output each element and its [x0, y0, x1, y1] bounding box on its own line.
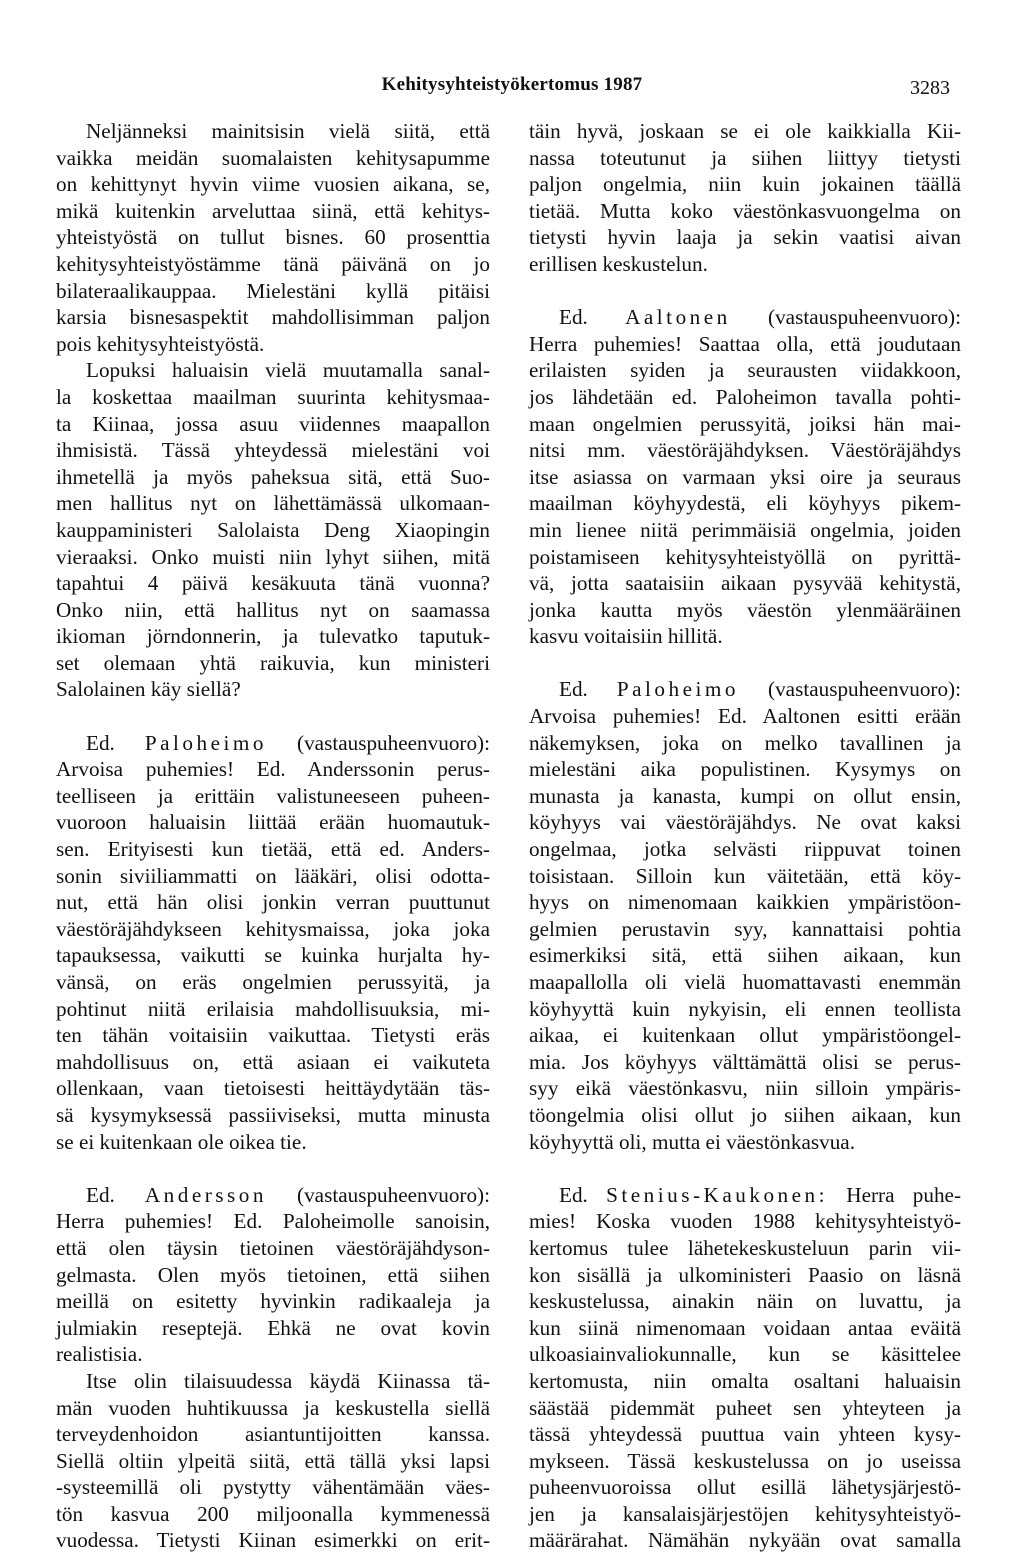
text-line: että olen täysin tietoinen väestöräjähdyson-	[56, 1235, 490, 1260]
speaker-role: (vastauspuheenvuoro):	[297, 1182, 490, 1207]
text-line: poistamiseen kehitysyhteistyöllä on pyrittä-	[529, 544, 961, 569]
text-line: realistisia.	[56, 1342, 143, 1367]
text-line: nut, että hän olisi jonkin verran puuttunut	[56, 890, 490, 915]
text-line: jen ja kansalaisjärjestöjen kehitysyhteistyö-	[529, 1501, 961, 1526]
text-line: vuodessa. Tietysti Kiinan esimerkki on erit-	[56, 1528, 490, 1553]
text-line: gelmasta. Olen myös tietoinen, että siihen	[56, 1262, 490, 1287]
text-line: keskustelussa, ainakin näin on luvattu, ja	[529, 1289, 961, 1314]
text-line: mielestäni aika populistinen. Kysymys on	[529, 757, 961, 782]
speech-aaltonen	[529, 304, 961, 650]
text-line: erillisen keskustelun.	[529, 251, 708, 276]
text-line: ihmisistä. Tässä yhteydessä mielestäni voi	[56, 438, 490, 463]
text-line: ulkoasiainvaliokunnalle, kun se käsittelee	[529, 1342, 961, 1367]
left-column	[56, 118, 490, 1554]
text-line: tietysti hyvin laaja ja sekin vaatisi aivan	[529, 225, 961, 250]
text-line: Itse olin tilaisuudessa käydä Kiinassa tä-	[86, 1368, 490, 1393]
text-line: jonka kautta myös väestön ylenmääräinen	[529, 597, 961, 622]
speaker-name: Aaltonen	[625, 305, 731, 330]
text-line: la koskettaa maailman suurinta kehitysmaa-	[56, 384, 490, 409]
text-line: -systeemillä oli pystytty vähentämään väes-	[56, 1475, 490, 1500]
text-line: paljon ongelmia, niin kuin jokainen täällä	[529, 172, 961, 197]
text-line: erilaisten syiden ja seurausten viidakkoon,	[529, 358, 961, 383]
spacer	[529, 278, 961, 305]
text-line: syy eikä väestönkasvu, niin silloin ympäris-	[529, 1076, 961, 1101]
speech-andersson	[56, 1182, 490, 1554]
text-line: ihmetellä ja myös paheksua sitä, että Suo-	[56, 464, 490, 489]
text-line: itse asiassa on varmaan yksi oire ja seuraus	[529, 464, 961, 489]
text-line: tön kasvua 200 miljoonalla kymmenessä	[56, 1501, 490, 1526]
right-column	[529, 118, 961, 1554]
text-line: vä, jotta saataisiin aikaan pysyvää kehitystä,	[529, 571, 961, 596]
text-line: määrärahat. Nämähän nykyään ovat samalla	[529, 1528, 961, 1553]
text-line: karsia bisnesaspektit mahdollisimman paljon	[56, 305, 490, 330]
text-line: Siellä oltiin ylpeitä siitä, että tällä yksi lapsi	[56, 1448, 490, 1473]
text-line: hyys on nimenomaan kaikkien ympäristöon-	[529, 890, 961, 915]
speaker-name: Andersson	[144, 1182, 267, 1207]
text-line: mykseen. Tässä keskustelussa on jo useissa	[529, 1448, 961, 1473]
text-line: Neljänneksi mainitsisin vielä siitä, että	[86, 119, 490, 143]
text-line: köyhyys vai väestöräjähdys. Ne ovat kaksi	[529, 810, 961, 835]
text-line: maailman köyhyydestä, eli köyhyys pikem-	[529, 491, 961, 516]
text-line: on kehittynyt hyvin viime vuosien aikana, se,	[56, 172, 490, 197]
text-line: vuoroon haluaisin liittää erään huomautuk-	[56, 810, 490, 835]
text-line: puheenvuoroissa ollut esillä lähetysjärjestö-	[529, 1475, 961, 1500]
speaker-line	[529, 676, 961, 703]
text-line: Arvoisa puhemies! Ed. Anderssonin perus-	[56, 757, 490, 782]
text-line: köyhyyttä oli, mutta ei väestönkasvua.	[529, 1129, 855, 1154]
text-line: kehitysyhteistyöstämme tänä päivänä on jo	[56, 251, 490, 276]
text-line: kun siinä nimenomaan voidaan antaa eväitä	[529, 1315, 961, 1340]
speaker-line	[56, 1182, 490, 1209]
text-line: aikaa, ei kuitenkaan ollut ympäristöongel-	[529, 1023, 961, 1048]
text-line: kasvu voitaisiin hillitä.	[529, 624, 723, 649]
paragraph	[56, 118, 490, 357]
text-line: köyhyyttä kuin nykyisin, eli ennen teollista	[529, 996, 961, 1021]
speaker-role: (vastauspuheenvuoro):	[297, 730, 490, 755]
text-line: munasta ja kanasta, kumpi on ollut ensin,	[529, 783, 961, 808]
text-line: tässä yhteydessä puuttua vain yhteen kysy-	[529, 1422, 961, 1447]
speaker-prefix: Ed.	[559, 305, 588, 330]
text-line: jos lähdetään ed. Paloheimon tavalla pohti-	[529, 384, 961, 409]
text-line: väestöräjähdykseen kehitysmaissa, joka joka	[56, 916, 490, 941]
speech-stenius-kaukonen	[529, 1182, 961, 1554]
text-line: terveydenhoidon asiantuntijoitten kanssa.	[56, 1422, 490, 1447]
text-line: yhteistyöstä on tullut bisnes. 60 prosenttia	[56, 225, 490, 250]
speech-paloheimo	[529, 676, 961, 1155]
text-line: täin hyvä, joskaan se ei ole kaikkialla Kii-	[529, 119, 961, 143]
text-line: maan ongelmien perussyitä, joiksi hän mai-	[529, 411, 961, 436]
text-line: sen. Erityisesti kun tietää, että ed. Anders-	[56, 837, 490, 862]
spacer	[56, 703, 490, 730]
text-line: säästää pidemmät puheet sen yhteyteen ja	[529, 1395, 961, 1420]
text-line: Herra puhemies! Saattaa olla, että joudutaan	[529, 331, 961, 356]
text-line: toisistaan. Silloin kun väitetään, että köy-	[529, 863, 961, 888]
text-line: ikioman jörndonnerin, ja tulevatko taputuk-	[56, 624, 490, 649]
text-line: nitsi mm. väestöräjähdyksen. Väestöräjähdys	[529, 438, 961, 463]
text-line: maapallolla oli vielä huomattavasti enemmän	[529, 970, 961, 994]
text-line: män vuoden huhtikuussa ja keskustella siellä	[56, 1395, 490, 1420]
speaker-name: Paloheimo	[616, 677, 739, 702]
speaker-prefix: Ed.	[86, 1182, 115, 1207]
text-line: teelliseen ja erittäin valistuneeseen puheen-	[56, 783, 490, 808]
text-line: men hallitus nyt on lähettämässä ulkomaan-	[56, 491, 490, 516]
text-line: töongelmia olisi ollut jo siihen aikaan, kun	[529, 1102, 961, 1127]
text-line: vaikka meidän suomalaisten kehitysapumme	[56, 145, 490, 170]
text-line: esimerkiksi sitä, että siihen aikaan, kun	[529, 943, 961, 968]
speaker-role: Herra puhe-	[846, 1182, 962, 1207]
text-line: vänsä, on eräs ongelmien perussyitä, ja	[56, 970, 490, 994]
text-line: pois kehitysyhteistyöstä.	[56, 331, 265, 356]
text-line: tapahtui 4 päivä kesäkuuta tänä vuonna?	[56, 571, 490, 596]
speaker-name: Stenius-Kaukonen:	[606, 1182, 829, 1207]
text-line: mahdollisuus on, että asiaan ei vaikuteta	[56, 1049, 490, 1074]
text-line: kauppaministeri Salolaista Deng Xiaopingin	[56, 517, 490, 542]
text-line: Onko niin, että hallitus nyt on saamassa	[56, 597, 490, 622]
text-line: julmiakin reseptejä. Ehkä ne ovat kovin	[56, 1315, 490, 1340]
paragraph	[529, 118, 961, 278]
text-line: ten tähän voitaisiin vaikuttaa. Tietysti eräs	[56, 1023, 490, 1048]
text-line: näkemyksen, joka on melko tavallinen ja	[529, 730, 961, 755]
speaker-role: (vastauspuheenvuoro):	[768, 305, 961, 330]
speech-paloheimo	[56, 730, 490, 1156]
text-line: gelmien perustavin syy, kannattaisi pohtia	[529, 916, 961, 941]
text-line: min lienee niitä perimmäisiä ongelmia, joiden	[529, 517, 961, 542]
text-line: ongelmaa, jotka selvästi riippuvat toinen	[529, 837, 961, 862]
text-line: mies! Koska vuoden 1988 kehitysyhteistyö-	[529, 1209, 961, 1234]
text-line: tapauksessa, vaikutti se kuinka hurjalta hy-	[56, 943, 490, 968]
spacer	[529, 1155, 961, 1182]
text-line: nassa toteutunut ja siihen liittyy tietysti	[529, 145, 961, 170]
speaker-prefix: Ed.	[559, 1182, 588, 1207]
text-line: Lopuksi haluaisin vielä muutamalla sanal-	[86, 358, 490, 383]
text-line: vieraaksi. Onko muisti niin lyhyt siihen, mitä	[56, 544, 490, 569]
spacer	[529, 650, 961, 677]
spacer	[56, 1155, 490, 1182]
page-number: 3283	[910, 77, 950, 99]
running-header-title: Kehitysyhteistyökertomus 1987	[381, 74, 643, 95]
text-line: pohtinut niitä erilaisia mahdollisuuksia, mi-	[56, 996, 490, 1021]
text-line: ta Kiinaa, jossa asuu viidennes maapallon	[56, 411, 490, 436]
text-line: se ei kuitenkaan ole oikea tie.	[56, 1129, 307, 1154]
text-line: sä kysymyksessä passiiviseksi, mutta minusta	[56, 1102, 490, 1127]
text-line: Arvoisa puhemies! Ed. Aaltonen esitti erään	[529, 704, 961, 729]
text-line: kertomus tulee lähetekeskusteluun parin vii-	[529, 1235, 961, 1260]
text-line: bilateraalikauppaa. Mielestäni kyllä pitäisi	[56, 278, 490, 303]
text-line: mikä kuitenkin arveluttaa siinä, että kehitys-	[56, 198, 490, 223]
speaker-line	[529, 304, 961, 331]
text-line: kon sisällä ja ulkoministeri Paasio on läsnä	[529, 1262, 961, 1287]
speaker-line	[56, 730, 490, 757]
speaker-role: (vastauspuheenvuoro):	[768, 677, 961, 702]
text-line: Herra puhemies! Ed. Paloheimolle sanoisin,	[56, 1209, 490, 1234]
text-line: Salolainen käy siellä?	[56, 677, 241, 702]
text-line: mia. Jos köyhyys välttämättä olisi se perus-	[529, 1049, 961, 1074]
speaker-prefix: Ed.	[559, 677, 588, 702]
text-line: sonin siviiliammatti on lääkäri, olisi odotta-	[56, 863, 490, 888]
speaker-name: Paloheimo	[144, 730, 267, 755]
paragraph	[56, 357, 490, 703]
text-line: kertomusta, niin omalta osaltani haluaisin	[529, 1368, 961, 1393]
text-line: set olemaan yhtä raikuvia, kun ministeri	[56, 650, 490, 675]
text-line: tietää. Mutta koko väestönkasvuongelma on	[529, 198, 961, 223]
speaker-prefix: Ed.	[86, 730, 115, 755]
speaker-line	[529, 1182, 961, 1209]
text-line: meillä on esitetty hyvinkin radikaaleja ja	[56, 1289, 490, 1314]
text-line: ollenkaan, vaan tietoisesti heittäydytään täs-	[56, 1076, 490, 1101]
